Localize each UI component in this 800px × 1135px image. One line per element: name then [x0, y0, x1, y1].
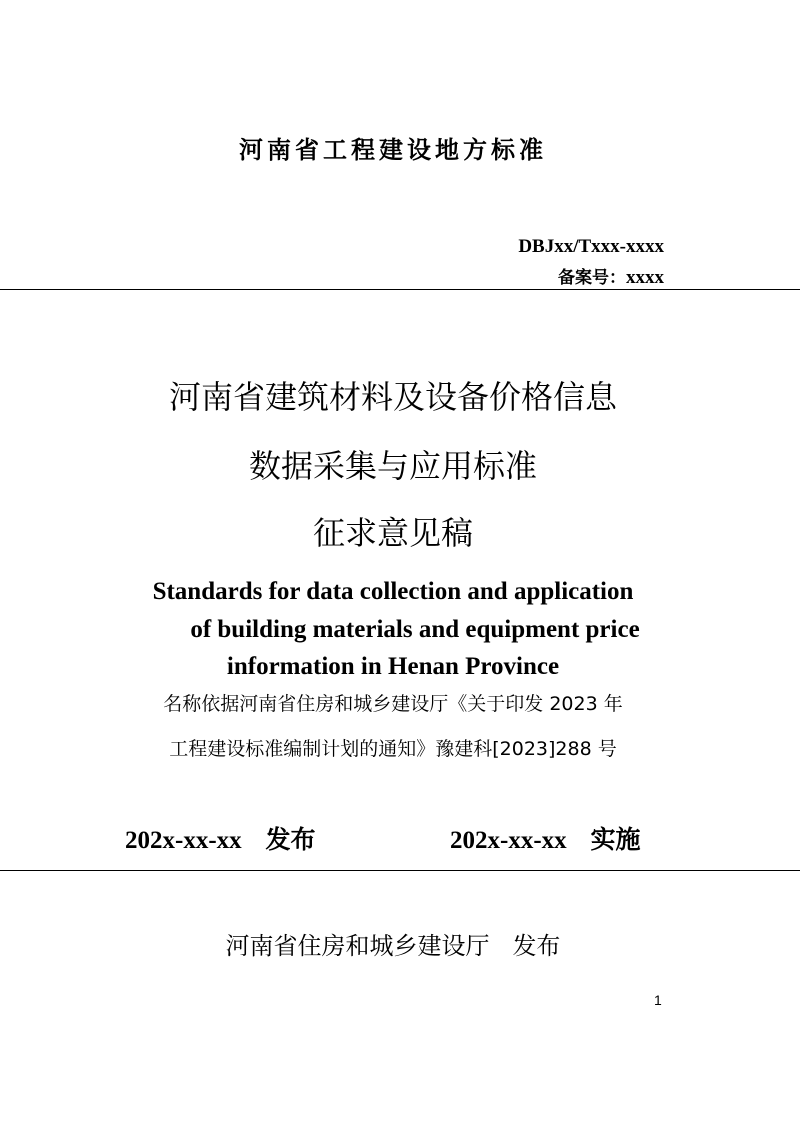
title-cn-line2: 数据采集与应用标准: [248, 447, 537, 485]
basis-line1: 名称依据河南省住房和城乡建设厅《关于印发 2023 年: [163, 693, 623, 715]
publisher-action: 发布: [512, 932, 561, 960]
title-en-line1: Standards for data collection and application: [152, 578, 634, 605]
top-divider: [0, 289, 800, 290]
publisher-name: 河南省住房和城乡建设厅: [225, 932, 490, 960]
implement-label: 实施: [590, 825, 641, 854]
implement-date-group: [450, 820, 641, 856]
standard-code: DBJxx/Txxx-xxxx: [518, 236, 664, 257]
title-cn-line1: 河南省建筑材料及设备价格信息: [168, 378, 617, 416]
title-en-line3: information in Henan Province: [226, 653, 560, 680]
publish-date-group: [125, 820, 316, 856]
publish-date: 202x-xx-xx: [125, 827, 242, 854]
title-cn-line3: 征求意见稿: [312, 514, 473, 552]
implement-date: 202x-xx-xx: [450, 827, 567, 854]
publish-label: 发布: [265, 825, 316, 854]
basis-line2: 工程建设标准编制计划的通知》豫建科[2023]288 号: [169, 738, 617, 760]
record-value: xxxx: [626, 267, 664, 288]
record-number: [558, 263, 664, 289]
page-number: 1: [654, 992, 662, 1008]
record-label: 备案号：: [558, 268, 626, 288]
bottom-divider: [0, 870, 800, 871]
title-en-line2: of building materials and equipment price: [190, 616, 640, 643]
header-title: 河南省工程建设地方标准: [239, 136, 547, 164]
publisher-line: [0, 926, 786, 961]
